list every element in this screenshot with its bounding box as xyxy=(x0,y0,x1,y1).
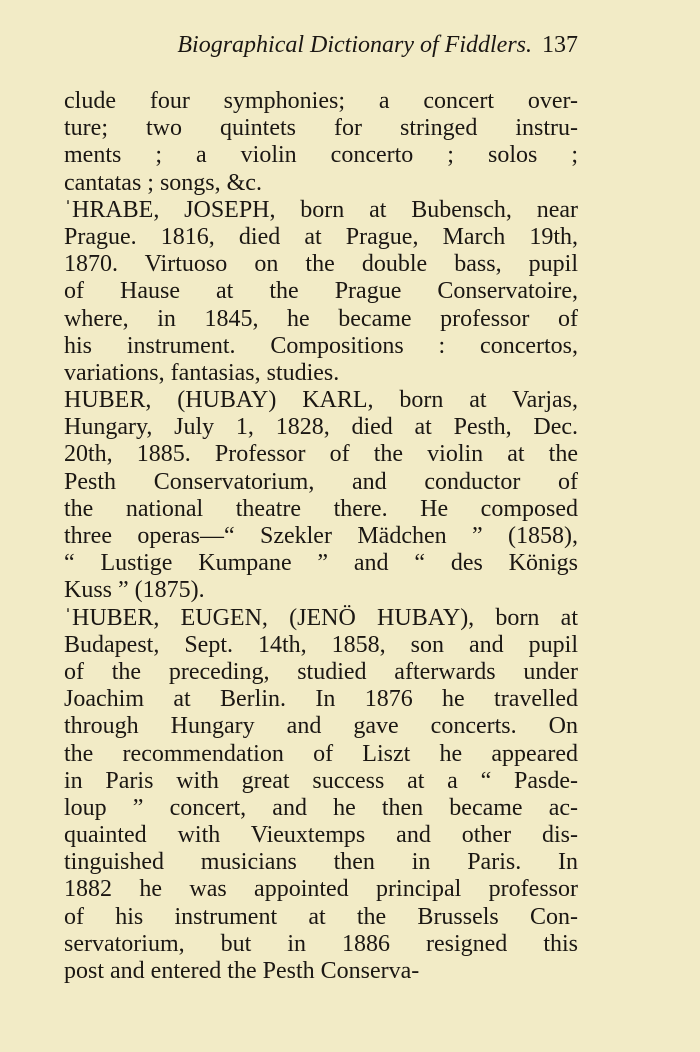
running-head-title: Biographical Dictionary of Fiddlers. xyxy=(177,32,532,58)
text-line: ˈHRABE, JOSEPH, born at Bubensch, near xyxy=(64,196,578,223)
text-line: 1882 he was appointed principal professor xyxy=(64,876,578,903)
text-line: Prague. 1816, died at Prague, March 19th, xyxy=(64,223,578,250)
text-line: post and entered the Pesth Conserva- xyxy=(64,958,420,984)
text-line: Kuss ” (1875). xyxy=(64,577,205,604)
text-line: variations, fantasias, studies. xyxy=(64,359,340,386)
text-line: clude four symphonies; a concert over- xyxy=(64,88,578,114)
text-line: the national theatre there. He composed xyxy=(64,495,578,522)
text-line: “ Lustige Kumpane ” and “ des Königs xyxy=(64,550,578,577)
text-line: Hungary, July 1, 1828, died at Pesth, Dec. xyxy=(64,414,578,441)
running-head xyxy=(64,28,578,62)
text-line: of his instrument at the Brussels Con- xyxy=(64,903,578,930)
text-line: three operas—“ Szekler Mädchen ” (1858), xyxy=(64,523,578,549)
body-text xyxy=(64,88,578,985)
text-line: his instrument. Compositions : concertos, xyxy=(64,332,578,359)
text-line: Joachim at Berlin. In 1876 he travelled xyxy=(64,686,578,713)
text-line: ments ; a violin concerto ; solos ; xyxy=(64,142,578,169)
text-line: 1870. Virtuoso on the double bass, pupil xyxy=(64,251,578,278)
text-line: Budapest, Sept. 14th, 1858, son and pupil xyxy=(64,631,578,658)
text-line: Pesth Conservatorium, and conductor of xyxy=(64,468,578,495)
text-line: tinguished musicians then in Paris. In xyxy=(64,849,578,876)
text-line: through Hungary and gave concerts. On xyxy=(64,713,578,740)
text-line: of the preceding, studied afterwards under xyxy=(64,658,578,685)
text-line: of Hause at the Prague Conservatoire, xyxy=(64,278,578,305)
page-number: 137 xyxy=(542,32,578,58)
text-line: ture; two quintets for stringed instru- xyxy=(64,115,578,142)
text-line: servatorium, but in 1886 resigned this xyxy=(64,930,578,957)
text-line: 20th, 1885. Professor of the violin at the xyxy=(64,441,578,468)
text-line: quainted with Vieuxtemps and other dis- xyxy=(64,822,578,849)
text-line: the recommendation of Liszt he appeared xyxy=(64,740,578,767)
text-line: ˈHUBER, EUGEN, (JENÖ HUBAY), born at xyxy=(64,604,578,631)
text-line: HUBER, (HUBAY) KARL, born at Varjas, xyxy=(64,387,578,414)
text-line: where, in 1845, he became professor of xyxy=(64,305,578,332)
text-line: loup ” concert, and he then became ac- xyxy=(64,794,578,821)
text-line: in Paris with great success at a “ Pasde- xyxy=(64,767,578,794)
text-line: cantatas ; songs, &c. xyxy=(64,169,262,196)
